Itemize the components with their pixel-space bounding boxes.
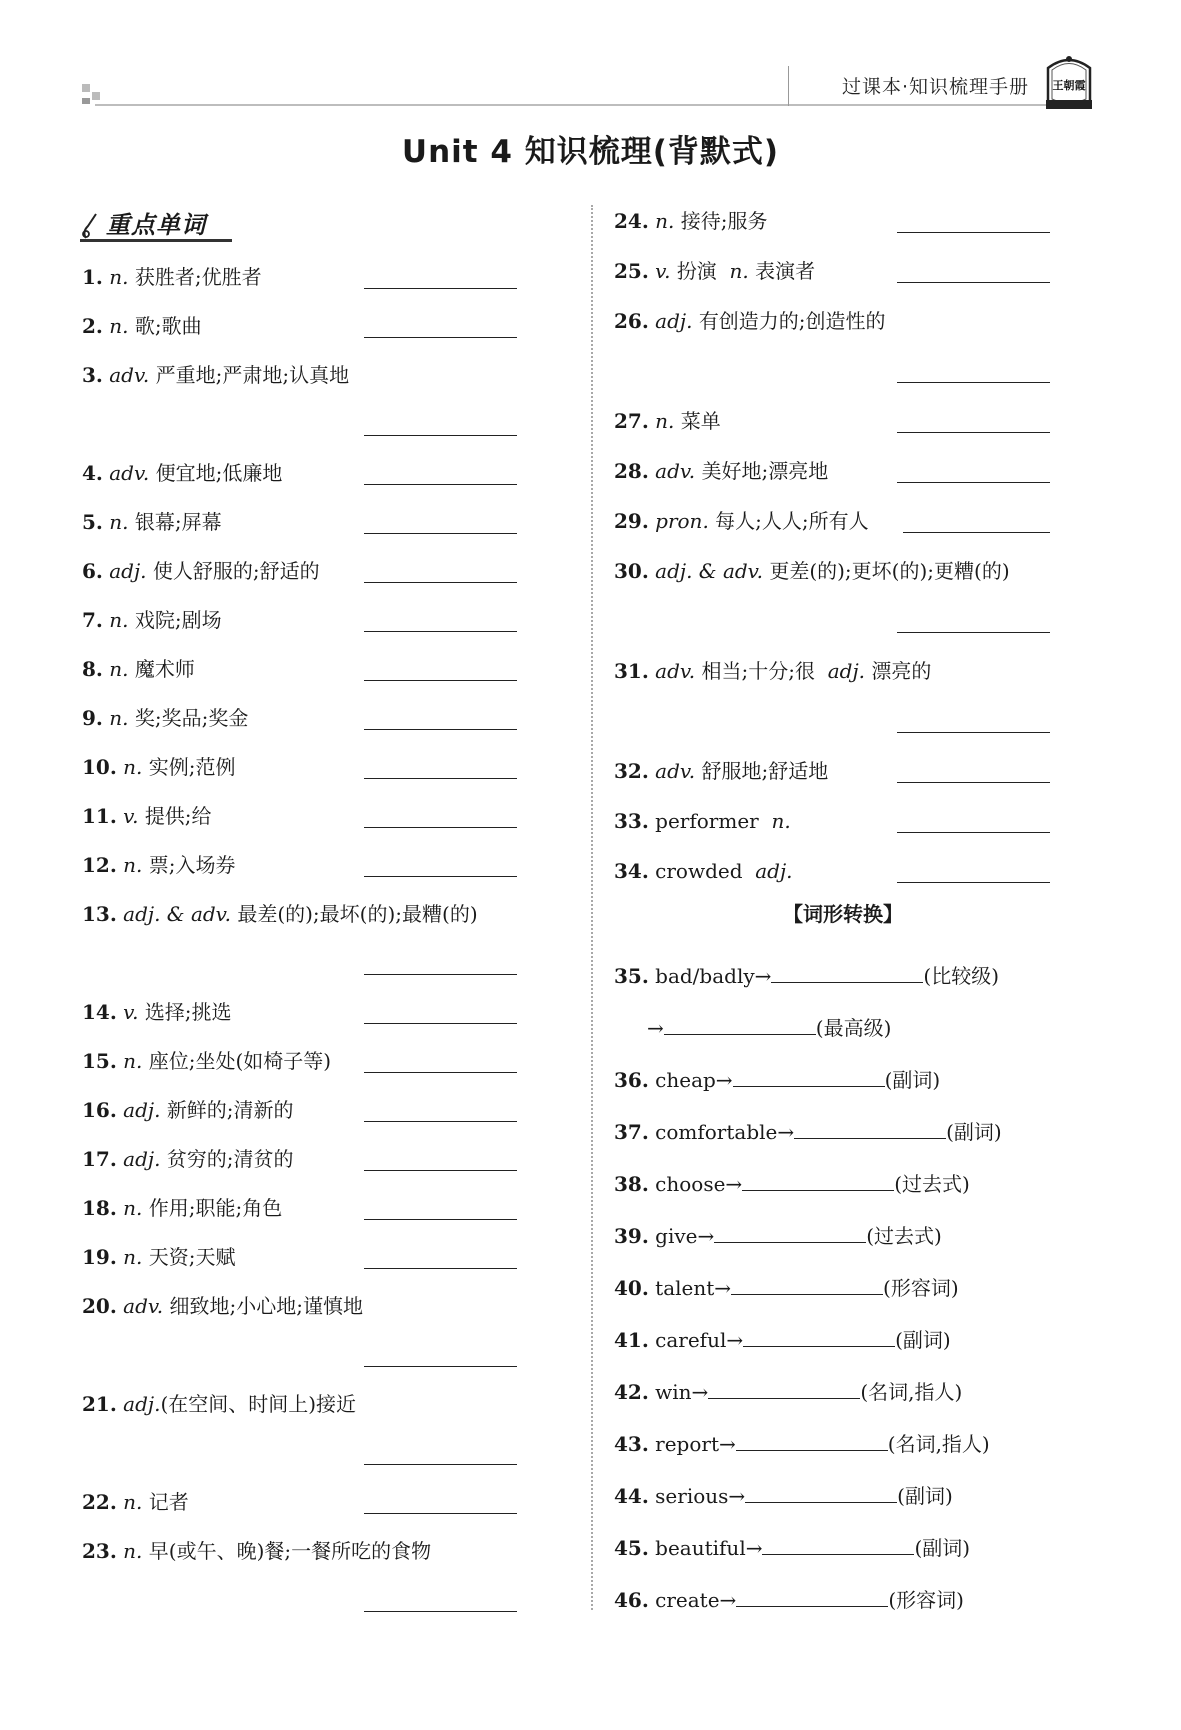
answer-blank[interactable]	[794, 1120, 946, 1139]
list-item: 35. bad/badly→ (比较级)	[614, 964, 1000, 988]
answer-blank[interactable]	[364, 1121, 517, 1122]
list-item: 1. n. 获胜者;优胜者	[82, 265, 262, 289]
list-item: 34. crowded adj.	[614, 859, 793, 883]
answer-blank[interactable]	[897, 632, 1050, 633]
answer-blank[interactable]	[364, 1366, 517, 1367]
list-item: 25. v. 扮演 n. 表演者	[614, 259, 816, 283]
answer-blank[interactable]	[714, 1224, 866, 1243]
list-item: 33. performer n.	[614, 809, 791, 833]
answer-blank[interactable]	[364, 1464, 517, 1465]
list-item: 15. n. 座位;坐处(如椅子等)	[82, 1049, 332, 1073]
list-item: 29. pron. 每人;人人;所有人	[614, 509, 869, 533]
list-item: 39. give→ (过去式)	[614, 1224, 942, 1248]
answer-blank[interactable]	[364, 435, 517, 436]
pen-icon	[80, 210, 102, 240]
answer-blank[interactable]	[897, 432, 1050, 433]
answer-blank[interactable]	[364, 533, 517, 534]
answer-blank[interactable]	[903, 532, 1050, 533]
header-rule	[95, 104, 1065, 106]
answer-blank[interactable]	[364, 876, 517, 877]
answer-blank[interactable]	[771, 964, 923, 983]
list-item: → (最高级)	[647, 1016, 892, 1040]
answer-blank[interactable]	[745, 1484, 897, 1503]
answer-blank[interactable]	[897, 732, 1050, 733]
answer-blank[interactable]	[743, 1328, 895, 1347]
page-title: Unit 4 知识梳理(背默式)	[401, 134, 780, 170]
answer-blank[interactable]	[897, 882, 1050, 883]
answer-blank[interactable]	[364, 1072, 517, 1073]
list-item: 21. adj.(在空间、时间上)接近	[82, 1392, 357, 1416]
list-item: 10. n. 实例;范例	[82, 755, 236, 779]
list-item: 38. choose→ (过去式)	[614, 1172, 970, 1196]
answer-blank[interactable]	[364, 582, 517, 583]
list-item: 41. careful→ (副词)	[614, 1328, 951, 1352]
list-item: 19. n. 天资;天赋	[82, 1245, 236, 1269]
answer-blank[interactable]	[733, 1068, 885, 1087]
answer-blank[interactable]	[897, 782, 1050, 783]
answer-blank[interactable]	[664, 1016, 816, 1035]
answer-blank[interactable]	[731, 1276, 883, 1295]
list-item: 20. adv. 细致地;小心地;谨慎地	[82, 1294, 364, 1318]
answer-blank[interactable]	[364, 974, 517, 975]
answer-blank[interactable]	[762, 1536, 914, 1555]
list-item: 5. n. 银幕;屏幕	[82, 510, 222, 534]
answer-blank[interactable]	[897, 232, 1050, 233]
answer-blank[interactable]	[897, 282, 1050, 283]
list-item: 18. n. 作用;职能;角色	[82, 1196, 283, 1220]
answer-blank[interactable]	[897, 382, 1050, 383]
book-title: 过课本·知识梳理手册	[841, 76, 1029, 98]
list-item: 12. n. 票;入场券	[82, 853, 236, 877]
answer-blank[interactable]	[708, 1380, 860, 1399]
list-item: 17. adj. 贫穷的;清贫的	[82, 1147, 294, 1171]
list-item: 42. win→ (名词,指人)	[614, 1380, 963, 1404]
list-item: 14. v. 选择;挑选	[82, 1000, 232, 1024]
list-item: 26. adj. 有创造力的;创造性的	[614, 309, 886, 333]
list-item: 9. n. 奖;奖品;奖金	[82, 706, 249, 730]
publisher-logo-icon	[1040, 50, 1098, 114]
answer-blank[interactable]	[736, 1432, 888, 1451]
header-ornament	[92, 92, 100, 100]
column-divider	[591, 205, 593, 1610]
list-item: 30. adj. & adv. 更差(的);更坏(的);更糟(的)	[614, 559, 1010, 583]
list-item: 6. adj. 使人舒服的;舒适的	[82, 559, 320, 583]
answer-blank[interactable]	[364, 631, 517, 632]
answer-blank[interactable]	[364, 1170, 517, 1171]
answer-blank[interactable]	[364, 1023, 517, 1024]
answer-blank[interactable]	[364, 1268, 517, 1269]
header-separator	[788, 66, 789, 106]
list-item: 43. report→ (名词,指人)	[614, 1432, 990, 1456]
section-heading-underline	[80, 239, 232, 242]
list-item: 28. adv. 美好地;漂亮地	[614, 459, 829, 483]
list-item: 2. n. 歌;歌曲	[82, 314, 202, 338]
answer-blank[interactable]	[364, 1513, 517, 1514]
answer-blank[interactable]	[364, 1219, 517, 1220]
answer-blank[interactable]	[897, 482, 1050, 483]
list-item: 40. talent→ (形容词)	[614, 1276, 959, 1300]
list-item: 16. adj. 新鲜的;清新的	[82, 1098, 294, 1122]
answer-blank[interactable]	[364, 729, 517, 730]
list-item: 22. n. 记者	[82, 1490, 189, 1514]
section-heading: 重点单词	[106, 211, 206, 239]
list-item: 32. adv. 舒服地;舒适地	[614, 759, 829, 783]
list-item: 4. adv. 便宜地;低廉地	[82, 461, 283, 485]
answer-blank[interactable]	[897, 832, 1050, 833]
list-item: 44. serious→ (副词)	[614, 1484, 953, 1508]
list-item: 36. cheap→ (副词)	[614, 1068, 941, 1092]
header-ornament	[82, 84, 90, 92]
answer-blank[interactable]	[742, 1172, 894, 1191]
list-item: 7. n. 戏院;剧场	[82, 608, 222, 632]
answer-blank[interactable]	[364, 1611, 517, 1612]
list-item: 27. n. 菜单	[614, 409, 721, 433]
list-item: 8. n. 魔术师	[82, 657, 195, 681]
list-item: 46. create→ (形容词)	[614, 1588, 964, 1612]
list-item: 3. adv. 严重地;严肃地;认真地	[82, 363, 350, 387]
list-item: 31. adv. 相当;十分;很 adj. 漂亮的	[614, 659, 932, 683]
list-item: 37. comfortable→ (副词)	[614, 1120, 1002, 1144]
logo-text: 王朝霞	[1052, 79, 1086, 92]
answer-blank[interactable]	[364, 827, 517, 828]
answer-blank[interactable]	[364, 680, 517, 681]
answer-blank[interactable]	[364, 484, 517, 485]
header-ornament	[82, 98, 90, 104]
answer-blank[interactable]	[364, 778, 517, 779]
list-item: 23. n. 早(或午、晚)餐;一餐所吃的食物	[82, 1539, 432, 1563]
answer-blank[interactable]	[736, 1588, 888, 1607]
list-item: 13. adj. & adv. 最差(的);最坏(的);最糟(的)	[82, 902, 478, 926]
list-item: 11. v. 提供;给	[82, 804, 212, 828]
answer-blank[interactable]	[364, 288, 517, 289]
list-item: 24. n. 接待;服务	[614, 209, 768, 233]
answer-blank[interactable]	[364, 337, 517, 338]
transform-heading: 【词形转换】	[783, 902, 903, 926]
list-item: 45. beautiful→ (副词)	[614, 1536, 971, 1560]
